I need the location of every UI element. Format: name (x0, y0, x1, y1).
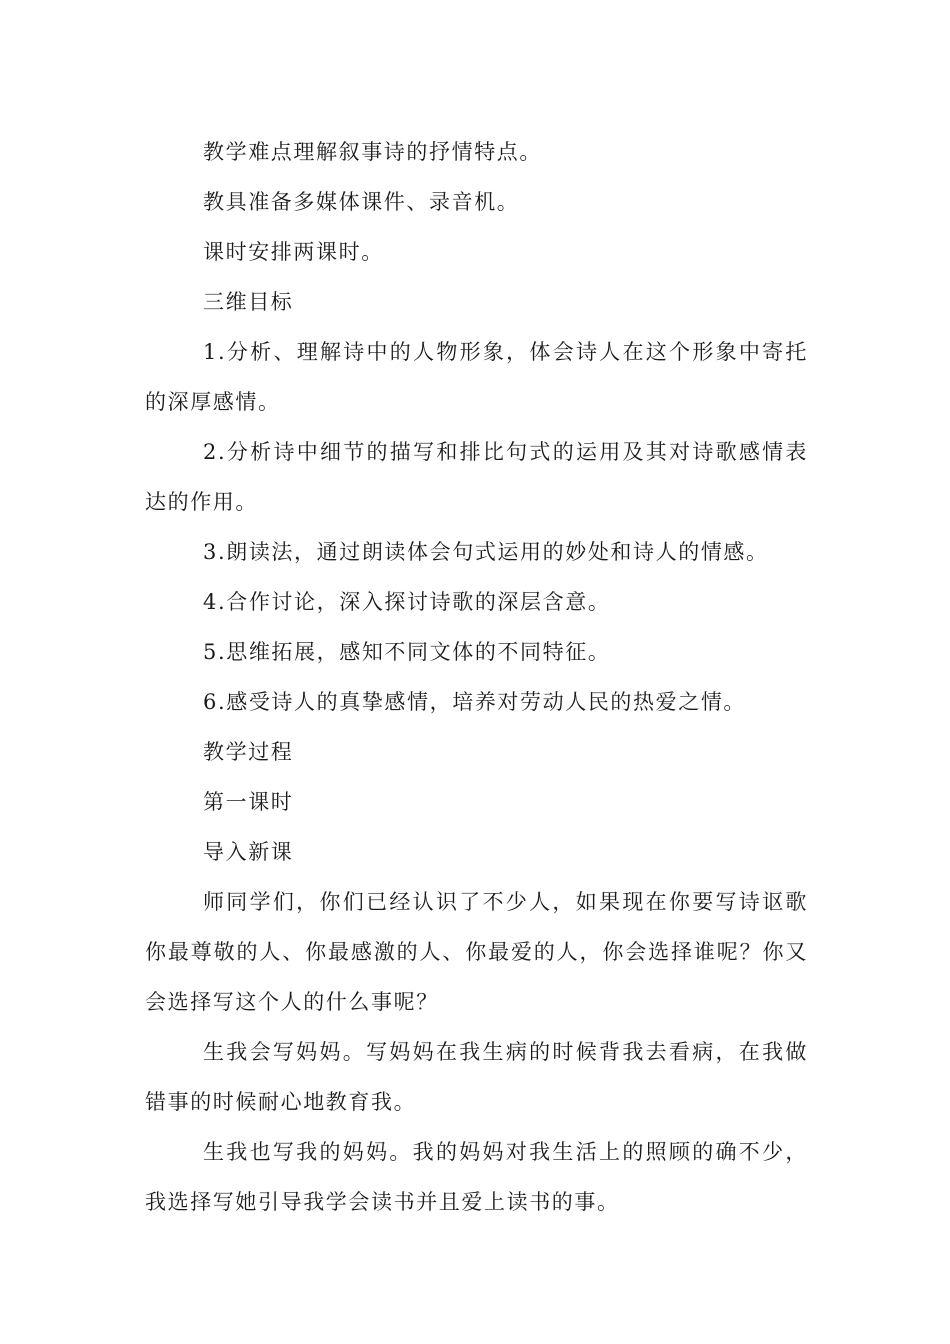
goal-item-2: 2.分析诗中细节的描写和排比句式的运用及其对诗歌感情表达的作用。 (145, 440, 808, 514)
document-body (145, 127, 808, 1227)
heading-teaching-process: 教学过程 (203, 740, 294, 764)
paragraph-teaching-aids: 教具准备多媒体课件、录音机。 (203, 190, 520, 214)
goal-item-5: 5.思维拓展，感知不同文体的不同特征。 (203, 640, 611, 664)
heading-introduction: 导入新课 (203, 840, 294, 864)
heading-first-lesson: 第一课时 (203, 790, 294, 814)
paragraph-student-answer-1: 生我会写妈妈。写妈妈在我生病的时候背我去看病，在我做错事的时候耐心地教育我。 (145, 1040, 808, 1114)
goal-item-1: 1.分析、理解诗中的人物形象，体会诗人在这个形象中寄托的深厚感情。 (145, 340, 808, 414)
goal-item-6: 6.感受诗人的真挚感情，培养对劳动人民的热爱之情。 (203, 690, 747, 714)
goal-item-4: 4.合作讨论，深入探讨诗歌的深层含意。 (203, 590, 611, 614)
paragraph-teaching-difficulty: 教学难点理解叙事诗的抒情特点。 (203, 140, 542, 164)
paragraph-student-answer-2: 生我也写我的妈妈。我的妈妈对我生活上的照顾的确不少，我选择写她引导我学会读书并且爱上读书的事。 (145, 1140, 808, 1214)
paragraph-class-schedule: 课时安排两课时。 (203, 240, 384, 264)
paragraph-teacher-question: 师同学们，你们已经认识了不少人，如果现在你要写诗讴歌你最尊敬的人、你最感激的人、你最爱的人，你会选择谁呢？你又会选择写这个人的什么事呢？ (145, 890, 808, 1014)
heading-three-dimensional-goals: 三维目标 (203, 290, 294, 314)
goal-item-3: 3.朗读法，通过朗读体会句式运用的妙处和诗人的情感。 (203, 540, 769, 564)
